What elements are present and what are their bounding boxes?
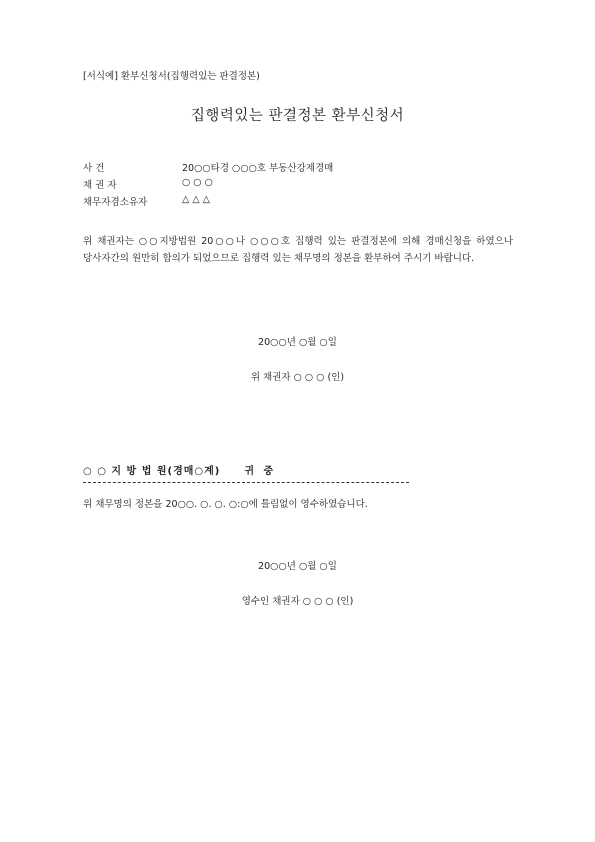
field-value-creditor: ○ ○ ○ bbox=[182, 177, 213, 188]
form-label: [서식예] 환부신청서(집행력있는 판결정본) bbox=[83, 71, 260, 82]
field-label-case: 사 건 bbox=[83, 163, 105, 174]
field-label-creditor: 채 권 자 bbox=[83, 180, 117, 191]
field-label-debtor-owner: 채무자겸소유자 bbox=[83, 197, 148, 208]
request-date: 20○○년 ○월 ○일 bbox=[258, 337, 337, 348]
court-recipient bbox=[83, 462, 276, 477]
document-title: 집행력있는 판결정본 환부신청서 bbox=[190, 108, 405, 124]
dashed-divider bbox=[83, 482, 409, 483]
court-name: ○ ○ 지 방 법 원(경매○계) bbox=[83, 466, 221, 477]
court-addressee: 귀 중 bbox=[244, 466, 277, 477]
receipt-statement: 위 채무명의 정본을 20○○. ○. ○. ○:○에 틀림없이 영수하였습니다. bbox=[83, 499, 368, 510]
receipt-date: 20○○년 ○월 ○일 bbox=[258, 561, 337, 572]
recipient-signature-line: 영수인 채권자 ○ ○ ○ (인) bbox=[241, 596, 354, 607]
request-paragraph: 위 채권자는 ○○지방법원 20○○나 ○○○호 집행력 있는 판결정본에 의해 경매신청을 하였으나 당사자간의 원만히 합의가 되었으므로 집행력 있는 채무명의 정본을 환부하여 주시기 바랍니다. bbox=[83, 236, 513, 264]
field-value-case: 20○○타경 ○○○호 부동산강제경매 bbox=[182, 163, 334, 174]
creditor-signature-line: 위 채권자 ○ ○ ○ (인) bbox=[250, 372, 345, 383]
field-value-debtor-owner: △ △ △ bbox=[182, 194, 210, 205]
